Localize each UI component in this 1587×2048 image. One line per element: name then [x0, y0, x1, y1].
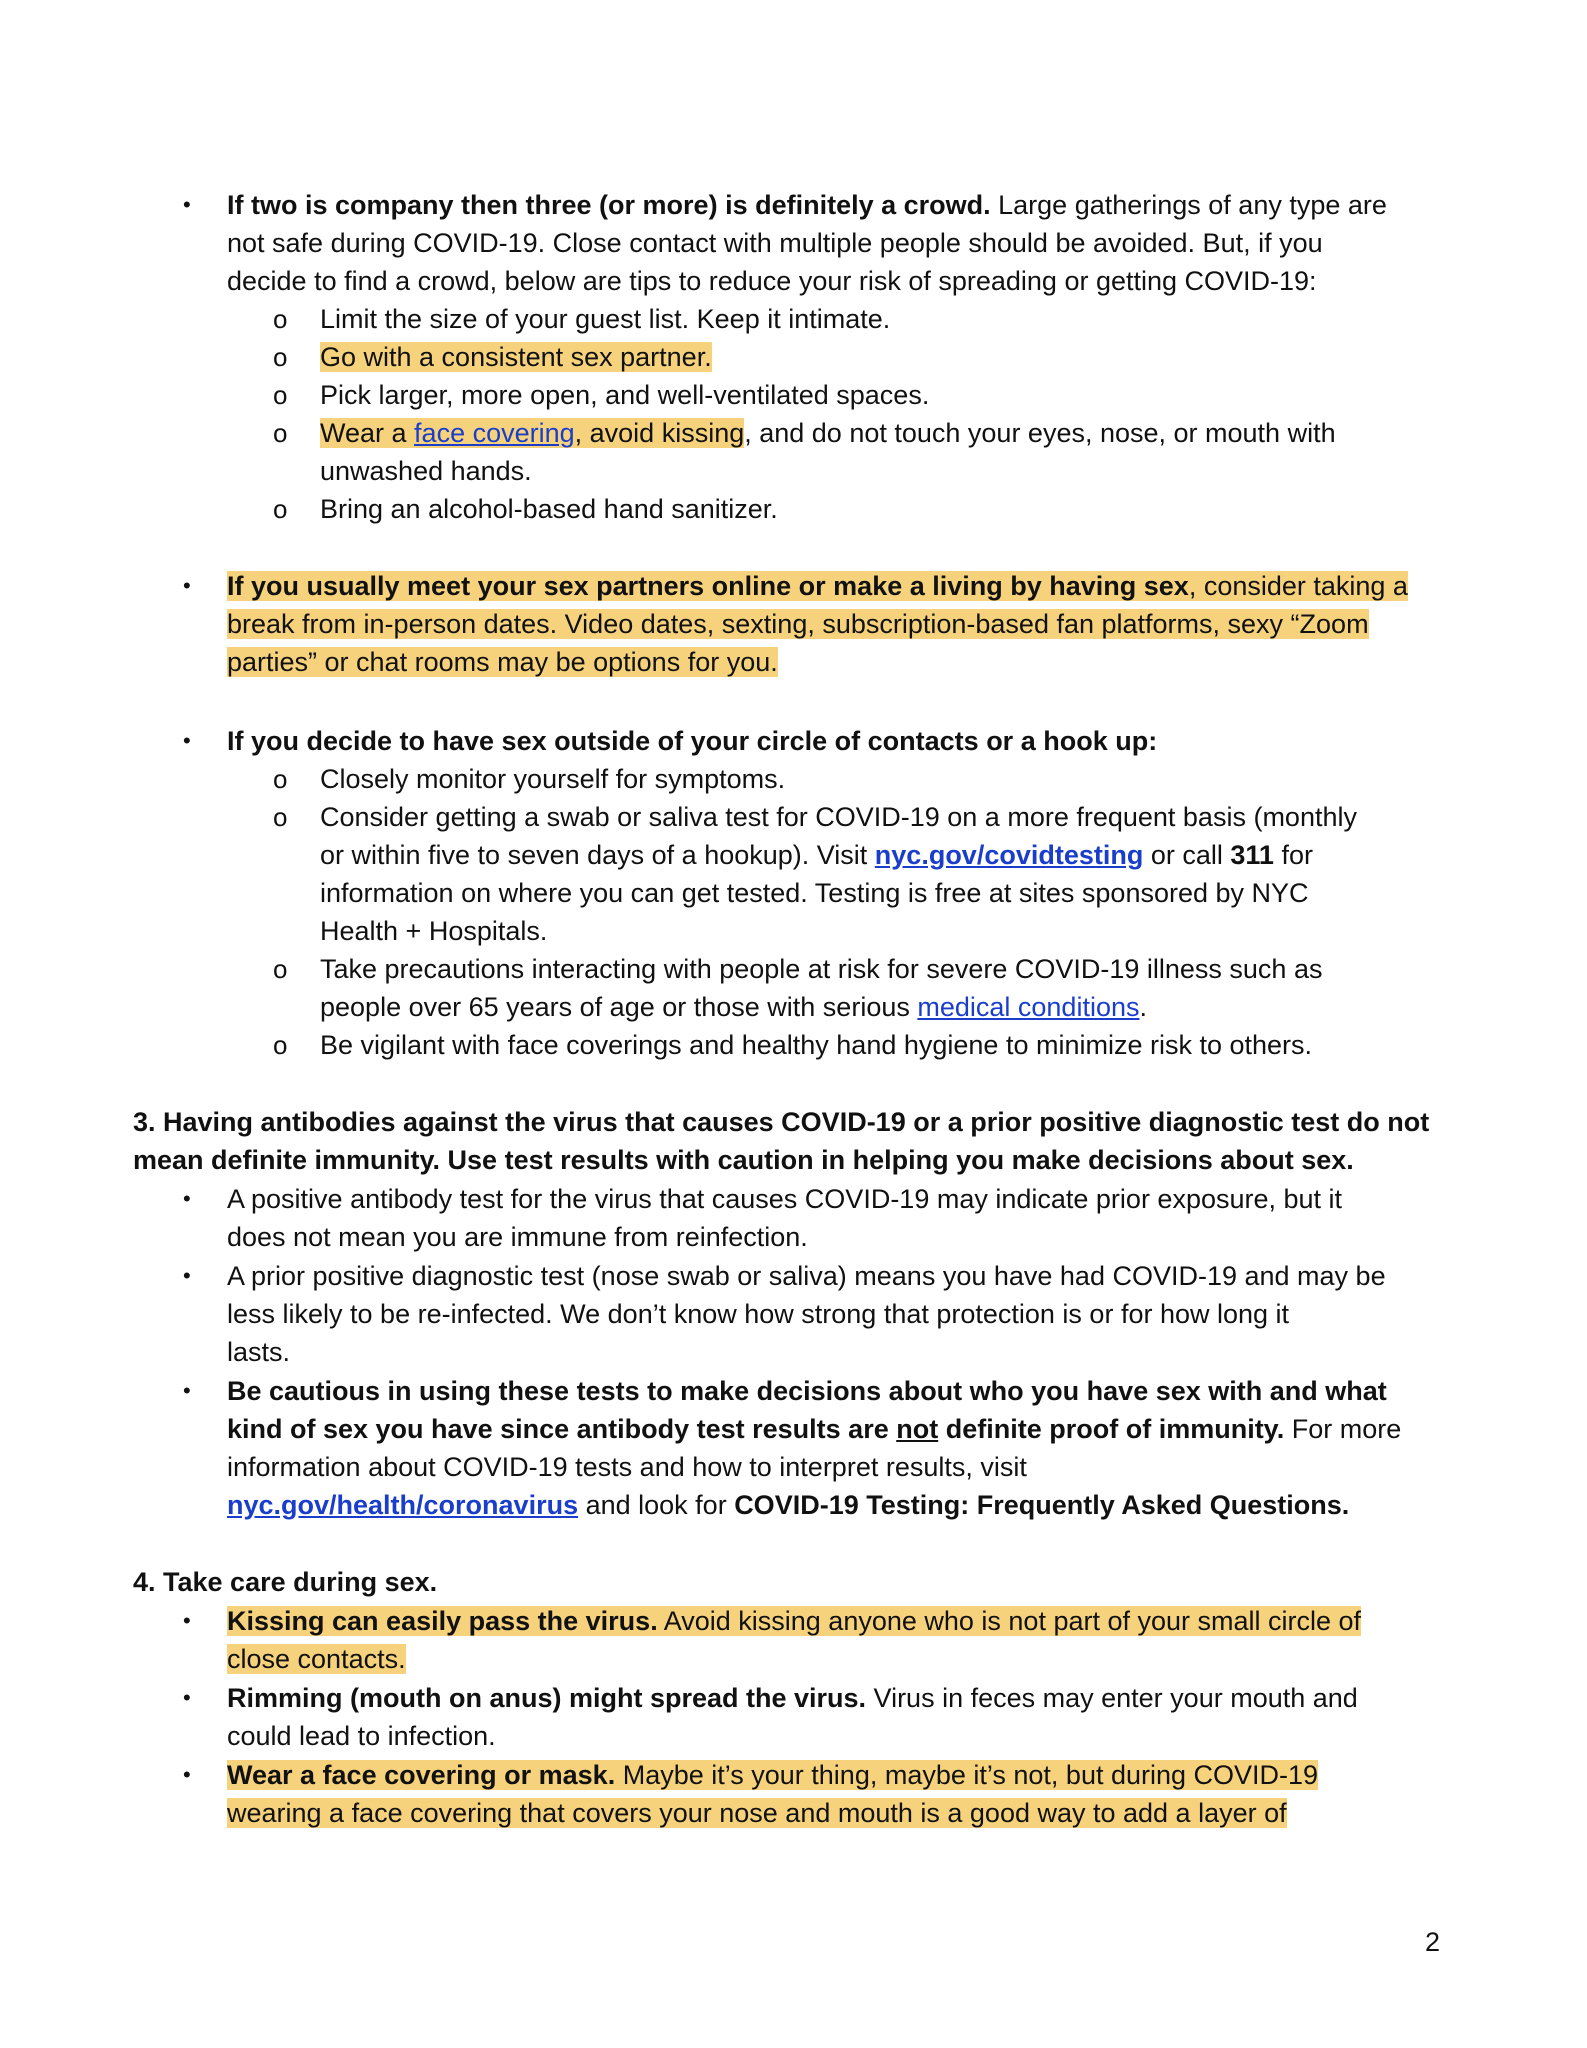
highlighted-text: Go with a consistent sex partner. — [320, 342, 712, 372]
text-line — [227, 1679, 1358, 1717]
sub-item: Take precautions interacting with people at risk for severe COVID-19 illness such as — [320, 954, 1323, 984]
text-line: could lead to infection. — [227, 1721, 496, 1751]
text-run: Virus in feces may enter your mouth and — [866, 1683, 1358, 1713]
text-run: , and do not touch your eyes, nose, or mouth with — [744, 418, 1336, 448]
bold-lead: If you usually meet your sex partners online or make a living by having sex — [227, 571, 1189, 601]
bold-lead: If two is company then three (or more) is definitely a crowd. — [227, 190, 991, 220]
text-run: for — [1273, 840, 1313, 870]
sub-item-continued — [320, 988, 1147, 1026]
sub-bullet: o — [273, 954, 288, 984]
sub-item: Bring an alcohol-based hand sanitizer. — [320, 494, 778, 524]
bold-lead: Rimming (mouth on anus) might spread the virus. — [227, 1683, 867, 1713]
text-run: kind of sex you have since antibody test results are — [227, 1414, 897, 1444]
coronavirus-link[interactable]: nyc.gov/health/coronavirus — [227, 1490, 579, 1520]
text-run: COVID-19 Testing: Frequently Asked Questions. — [734, 1490, 1350, 1520]
bullet: • — [183, 1263, 191, 1288]
text-line: A prior positive diagnostic test (nose swab or saliva) means you have had COVID-19 and may be — [227, 1261, 1386, 1291]
sub-item: Consider getting a swab or saliva test for COVID-19 on a more frequent basis (monthly — [320, 802, 1357, 832]
sub-bullet: o — [273, 342, 288, 372]
section-heading: mean definite immunity. Use test results with caution in helping you make decisions about sex. — [133, 1145, 1354, 1175]
text-run: or call — [1143, 840, 1231, 870]
sub-bullet: o — [273, 418, 288, 448]
sub-bullet: o — [273, 802, 288, 832]
text-line — [227, 605, 1369, 643]
sub-bullet: o — [273, 380, 288, 410]
highlighted-text: close contacts. — [227, 1644, 406, 1674]
highlighted-text: wearing a face covering that covers your nose and mouth is a good way to add a layer of — [227, 1798, 1287, 1828]
text-line: A positive antibody test for the virus that causes COVID-19 may indicate prior exposure, but it — [227, 1184, 1343, 1214]
sub-item: Pick larger, more open, and well-ventilated spaces. — [320, 380, 930, 410]
bullet: • — [183, 1378, 191, 1403]
text-line — [227, 1602, 1361, 1640]
sub-item-continued: Health + Hospitals. — [320, 916, 548, 946]
text-run: definite proof of immunity. — [938, 1414, 1285, 1444]
sub-item-continued: information on where you can get tested. Testing is free at sites sponsored by NYC — [320, 878, 1309, 908]
text-run: and look for — [578, 1490, 735, 1520]
not-underlined: not — [896, 1414, 939, 1444]
text-line — [227, 567, 1408, 605]
sub-item — [320, 414, 1336, 452]
text-line: not safe during COVID-19. Close contact with multiple people should be avoided. But, if you — [227, 228, 1323, 258]
sub-item: Limit the size of your guest list. Keep it intimate. — [320, 304, 891, 334]
text-run: Maybe it’s your thing, maybe it’s not, but during COVID-19 — [615, 1760, 1319, 1790]
text-line: does not mean you are immune from reinfection. — [227, 1222, 808, 1252]
text-run: people over 65 years of age or those with serious — [320, 992, 918, 1022]
medical-conditions-link[interactable]: medical conditions — [917, 992, 1140, 1022]
bold-lead: Wear a face covering or mask. — [227, 1760, 616, 1790]
text-line: less likely to be re-infected. We don’t know how strong that protection is or for how long it — [227, 1299, 1290, 1329]
text-run: Wear a — [320, 418, 415, 448]
page-number: 2 — [1425, 1927, 1441, 1957]
text-run: , consider taking a — [1188, 571, 1408, 601]
bullet: • — [183, 573, 191, 598]
bullet: • — [183, 192, 191, 217]
text-run: Avoid kissing anyone who is not part of your small circle of — [657, 1606, 1362, 1636]
sub-item: Be vigilant with face coverings and healthy hand hygiene to minimize risk to others. — [320, 1030, 1313, 1060]
text-run: Large gatherings of any type are — [990, 190, 1387, 220]
text-line — [227, 186, 1387, 224]
covidtesting-link[interactable]: nyc.gov/covidtesting — [874, 840, 1144, 870]
highlighted-text: parties” or chat rooms may be options for you. — [227, 647, 778, 677]
text-run: For more — [1284, 1414, 1402, 1444]
bullet: • — [183, 728, 191, 753]
text-line: lasts. — [227, 1337, 291, 1367]
sub-item — [320, 338, 712, 376]
text-line — [227, 1640, 406, 1678]
text-line: If you decide to have sex outside of your circle of contacts or a hook up: — [227, 726, 1158, 756]
text-line — [227, 643, 778, 681]
text-run: . — [1139, 992, 1147, 1022]
sub-bullet: o — [273, 304, 288, 334]
sub-item: Closely monitor yourself for symptoms. — [320, 764, 786, 794]
text-run: or within five to seven days of a hookup). Visit — [320, 840, 875, 870]
face-covering-link[interactable]: face covering — [414, 418, 575, 448]
section-heading: 3. Having antibodies against the virus that causes COVID-19 or a prior positive diagnostic test do not — [133, 1107, 1430, 1137]
text-line — [227, 1410, 1401, 1448]
sub-item-continued — [320, 836, 1313, 874]
text-line: Be cautious in using these tests to make decisions about who you have sex with and what — [227, 1376, 1387, 1406]
text-line: decide to find a crowd, below are tips to reduce your risk of spreading or getting COVID-19: — [227, 266, 1317, 296]
bullet: • — [183, 1608, 191, 1633]
sub-bullet: o — [273, 1030, 288, 1060]
section-heading: 4. Take care during sex. — [133, 1567, 438, 1597]
highlighted-text: break from in-person dates. Video dates, sexting, subscription-based fan platforms, sexy “Zoom — [227, 609, 1369, 639]
bullet: • — [183, 1186, 191, 1211]
bullet: • — [183, 1762, 191, 1787]
sub-bullet: o — [273, 494, 288, 524]
text-run: , avoid kissing — [574, 418, 745, 448]
phone-311: 311 — [1230, 840, 1274, 870]
text-line — [227, 1794, 1287, 1832]
text-line: information about COVID-19 tests and how to interpret results, visit — [227, 1452, 1027, 1482]
sub-item-continued: unwashed hands. — [320, 456, 532, 486]
sub-bullet: o — [273, 764, 288, 794]
bullet: • — [183, 1685, 191, 1710]
highlighted-text — [320, 418, 744, 448]
bold-lead: Kissing can easily pass the virus. — [227, 1606, 658, 1636]
text-line — [227, 1756, 1318, 1794]
text-line — [227, 1486, 1349, 1524]
